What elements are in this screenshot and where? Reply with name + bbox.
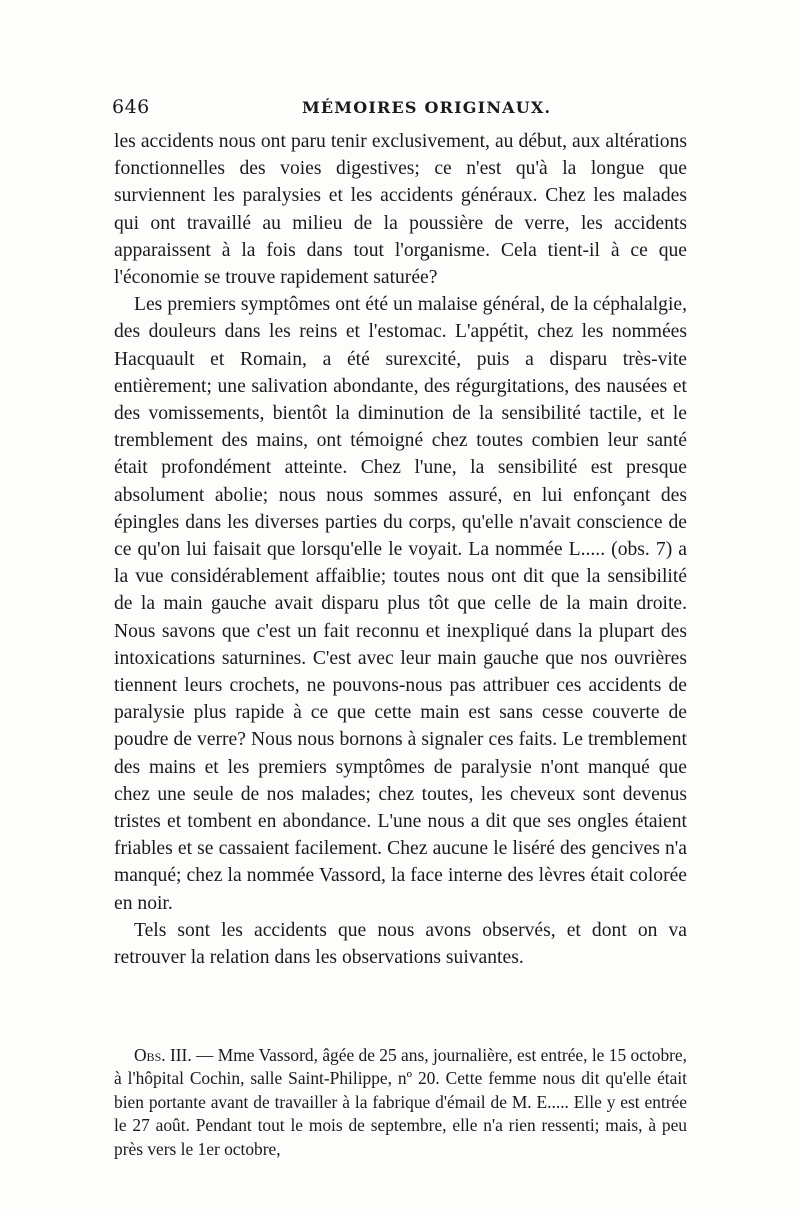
main-text	[114, 128, 687, 971]
observation-paragraph	[114, 1044, 687, 1161]
observation-label: Obs. III.	[134, 1045, 192, 1065]
running-head: MÉMOIRES ORIGINAUX.	[302, 98, 552, 117]
observation-text: — Mme Vassord, âgée de 25 ans, journalière, est entrée, le 15 octobre, à l'hôpital Cochin, salle Saint-Philippe, nº 20. Cette femme nous dit qu'elle était bien portante avant de travailler à la fabrique d'émail de M. E..... Elle y est entrée le 27 août. Pendant tout le mois de septembre, elle n'a rien ressenti; mais, à peu près vers le 1er octobre,	[114, 1045, 687, 1159]
paragraph-conclusion: Tels sont les accidents que nous avons observés, et dont on va retrouver la relation dans les observations suivantes.	[114, 919, 687, 969]
observation-section	[114, 1044, 687, 1161]
paragraph-continued: les accidents nous ont paru tenir exclusivement, au début, aux altérations fonctionnelles des voies digestives; ce n'est qu'à la longue que surviennent les paralysies et les accidents généraux. Chez les malades qui ont travaillé au milieu de la poussière de verre, les accidents apparaissent à la fois dans tout l'organisme. Cela tient-il à ce que l'économie se trouve rapidement saturée?	[114, 131, 687, 289]
page-number: 646	[112, 96, 150, 118]
page-header	[112, 96, 687, 126]
paragraph-symptoms: Les premiers symptômes ont été un malaise général, de la céphalalgie, des douleurs dans les reins et l'estomac. L'appétit, chez les nommées Hacquault et Romain, a été surexcité, puis a disparu très-vite entièrement; une salivation abondante, des régurgitations, des nausées et des vomissements, bientôt la diminution de la sensibilité tactile, et le tremblement des mains, ont témoigné chez toutes combien leur santé était profondément atteinte. Chez l'une, la sensibilité est presque absolument abolie; nous nous sommes assuré, en lui enfonçant des épingles dans les diverses parties du corps, qu'elle n'avait conscience de ce qu'on lui faisait que lorsqu'elle le voyait. La nommée L..... (obs. 7) a la vue considérablement affaiblie; toutes nous ont dit que la sensibilité de la main gauche avait disparu plus tôt que celle de la main droite. Nous savons que c'est un fait reconnu et inexpliqué dans la plupart des intoxications saturnines. C'est avec leur main gauche que nos ouvrières tiennent leurs crochets, ne pouvons-nous pas attribuer ces accidents de paralysie plus rapide à ce que cette main est sans cesse couverte de poudre de verre? Nous nous bornons à signaler ces faits. Le tremblement des mains et les premiers symptômes de paralysie n'ont manqué que chez une seule de nos malades; chez toutes, les cheveux sont devenus tristes et tombent en abondance. L'une nous a dit que ses ongles étaient friables et se cassaient facilement. Chez aucune le liséré des gencives n'a manqué; chez la nommée Vassord, la face interne des lèvres était colorée en noir.	[114, 294, 687, 914]
